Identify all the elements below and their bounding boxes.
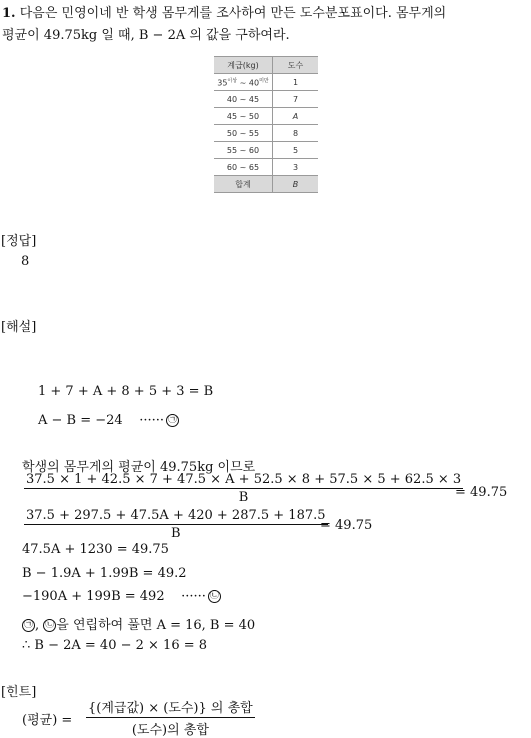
fraction-2-numerator: 37.5 + 297.5 + 47.5A + 420 + 287.5 + 187.5 — [26, 508, 326, 523]
fraction-bar — [24, 488, 463, 489]
fraction-2-denominator: B — [170, 526, 181, 541]
table-total-row — [214, 176, 318, 193]
problem-text-1: 다음은 민영이네 반 학생 몸무게를 조사하여 만든 도수분포표이다. 몸무게의 — [19, 6, 447, 21]
fraction-2 — [24, 508, 328, 541]
fraction-1 — [24, 472, 463, 505]
table-row — [214, 74, 318, 91]
class-cell: 50 ~ 55 — [214, 125, 273, 142]
fraction-1-rhs: = 49.75 — [455, 485, 508, 500]
equation-2-line — [38, 413, 179, 428]
table-row — [214, 91, 318, 108]
freq-cell: A — [273, 108, 319, 125]
equation-4: B − 1.9A + 1.99B = 49.2 — [22, 566, 187, 581]
class-cell: 55 ~ 60 — [214, 142, 273, 159]
equation-1: 1 + 7 + A + 8 + 5 + 3 = B — [38, 384, 214, 399]
freq-cell: 3 — [273, 159, 319, 176]
problem-line-1 — [2, 2, 446, 21]
mark-1: ㉠ — [168, 415, 178, 425]
freq-cell: 7 — [273, 91, 319, 108]
dots: ······ — [181, 589, 206, 604]
problem-number: 1. — [2, 6, 16, 21]
equation-7: ∴ B − 2A = 40 − 2 × 16 = 8 — [22, 638, 208, 653]
table-row — [214, 159, 318, 176]
hint-fraction — [86, 697, 255, 738]
hint-lhs: (평균) = — [22, 713, 73, 728]
total-label: 합계 — [214, 176, 273, 193]
answer-value: 8 — [21, 254, 30, 269]
fraction-2-rhs: = 49.75 — [320, 518, 373, 533]
hint-numerator: {(계급값) × (도수)} 의 총합 — [88, 701, 253, 716]
equation-3: 47.5A + 1230 = 49.75 — [22, 542, 169, 557]
equation-5: −190A + 199B = 492 — [22, 589, 165, 604]
table-row — [214, 125, 318, 142]
freq-cell: 5 — [273, 142, 319, 159]
frequency-table — [214, 56, 318, 193]
total-value: B — [273, 176, 319, 193]
mark-2: ㉡ — [209, 591, 219, 601]
table-header-row — [214, 57, 318, 74]
table-row — [214, 108, 318, 125]
hint-denominator: (도수)의 총합 — [131, 723, 209, 738]
class-cell: 45 ~ 50 — [214, 108, 273, 125]
answer-label: [정답] — [1, 234, 37, 249]
fraction-bar — [24, 524, 328, 525]
equation-6: 을 연립하여 풀면 A = 16, B = 40 — [56, 618, 256, 633]
header-class: 계급(kg) — [214, 57, 273, 74]
freq-cell: 1 — [273, 74, 319, 91]
freq-cell: 8 — [273, 125, 319, 142]
dots: ······ — [139, 413, 165, 428]
fraction-1-denominator: B — [238, 490, 249, 505]
hint-label: [힌트] — [1, 685, 37, 700]
solution-text-1: 학생의 몸무게의 평균이 49.75kg 이므로 — [22, 460, 256, 475]
problem-line-2: 평균이 49.75kg 일 때, B − 2A 의 값을 구하여라. — [2, 28, 290, 43]
table-row — [214, 142, 318, 159]
equation-6-line: ㉠ , ㉡ 을 연립하여 풀면 A = 16, B = 40 — [23, 618, 256, 633]
equation-2: A − B = −24 — [38, 413, 123, 428]
class-cell: 60 ~ 65 — [214, 159, 273, 176]
mark-1: ㉠ — [23, 620, 33, 630]
class-cell: $35^{이상}$ ~ $40^{미만}$ — [214, 74, 273, 91]
solution-label: [해설] — [1, 320, 37, 335]
header-freq: 도수 — [273, 57, 319, 74]
fraction-bar — [86, 717, 255, 718]
fraction-1-numerator: 37.5 × 1 + 42.5 × 7 + 47.5 × A + 52.5 × 8 + 57.5 × 5 + 62.5 × 3 — [26, 472, 462, 487]
class-cell: 40 ~ 45 — [214, 91, 273, 108]
mark-2: ㉡ — [45, 620, 55, 630]
equation-5-line — [22, 589, 221, 604]
